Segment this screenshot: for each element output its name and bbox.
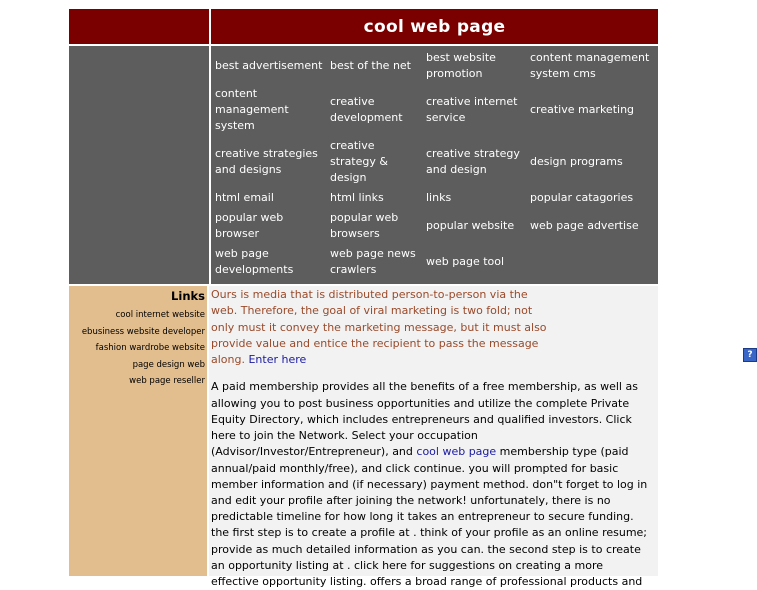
nav-link[interactable]: popular web browser <box>215 211 284 240</box>
intro-text: Ours is media that is distributed person-to-person via the web. Therefore, the goal of viral marketing is two fold; not only must it convey the marketing message, but it must also provide value and entice the recipient to pass the message along. <box>211 288 547 367</box>
nav-link[interactable]: web page developments <box>215 247 294 276</box>
nav-link[interactable]: content management system <box>215 87 289 132</box>
nav-section <box>69 46 658 284</box>
nav-link[interactable]: design programs <box>530 155 623 168</box>
nav-link[interactable]: best of the net <box>330 59 411 72</box>
body-text-part-2: membership type (paid annual/paid monthly/free), and click continue. you will prompted for basic member information and (if necessary) payment method. don"t forget to log in and edit your profile after joining the network! unfortunately, there is no predictable timeline for how long it takes an entrepreneur to secure funding. the first step is to create a profile at . think of your profile as an online resume; provide as much detailed information as you can. the second step is to create an opportunity listing at . click here for suggestions on creating a more effective opportunity listing. offers a broad range of professional products and <box>211 445 648 588</box>
nav-left-block <box>69 46 211 284</box>
nav-link[interactable]: popular website <box>426 219 515 232</box>
nav-link[interactable]: popular web browsers <box>330 211 399 240</box>
help-icon[interactable]: ? <box>743 348 757 362</box>
nav-link[interactable]: links <box>426 191 452 204</box>
sidebar-link[interactable]: cool internet website <box>115 310 205 320</box>
nav-link[interactable]: best advertisement <box>215 59 323 72</box>
content-section <box>69 286 753 588</box>
nav-link-grid <box>211 46 658 284</box>
body-paragraph <box>211 379 653 590</box>
sidebar-link[interactable]: fashion wardrobe website <box>95 343 205 354</box>
nav-link[interactable]: creative marketing <box>530 103 635 116</box>
nav-link[interactable]: html email <box>215 191 274 204</box>
header <box>69 9 658 44</box>
page-title: cool web page <box>211 9 658 44</box>
sidebar-link[interactable]: web page reseller <box>129 376 205 387</box>
nav-link[interactable]: content management system cms <box>530 51 650 80</box>
page <box>69 9 753 588</box>
sidebar-link[interactable]: ebusiness website developer <box>81 326 205 337</box>
body-text-part-1: A paid membership provides all the benefits of a free membership, as well as allowing you to post business opportunities and utilize the complete Private Equity Directory, which includes entrepreneurs and qualified investors. Click here to join the Network. Select your occupation (Advisor/Investor/Entrepreneur), and <box>211 380 638 459</box>
cool-web-page-link[interactable]: cool web page <box>416 445 497 459</box>
nav-link[interactable]: creative strategy & design <box>330 139 388 184</box>
nav-link[interactable]: web page news crawlers <box>330 247 416 276</box>
sidebar-title: Links <box>171 289 205 303</box>
nav-link-empty <box>528 244 656 280</box>
nav-link[interactable]: creative strategy and design <box>426 147 520 176</box>
nav-link[interactable]: creative internet service <box>426 95 518 124</box>
nav-link[interactable]: creative development <box>330 95 403 124</box>
intro-paragraph <box>211 287 556 368</box>
sidebar <box>69 286 209 576</box>
nav-link[interactable]: web page tool <box>426 255 505 268</box>
nav-link[interactable]: web page advertise <box>530 219 639 232</box>
main-content <box>209 286 753 588</box>
nav-link[interactable]: html links <box>330 191 384 204</box>
header-left-block <box>69 9 211 44</box>
nav-link[interactable]: popular catagories <box>530 191 634 204</box>
nav-link[interactable]: best website promotion <box>426 51 496 80</box>
enter-here-link[interactable]: Enter here <box>248 353 307 367</box>
sidebar-link[interactable]: page design web <box>132 359 205 370</box>
nav-link[interactable]: creative strategies and designs <box>215 147 318 176</box>
